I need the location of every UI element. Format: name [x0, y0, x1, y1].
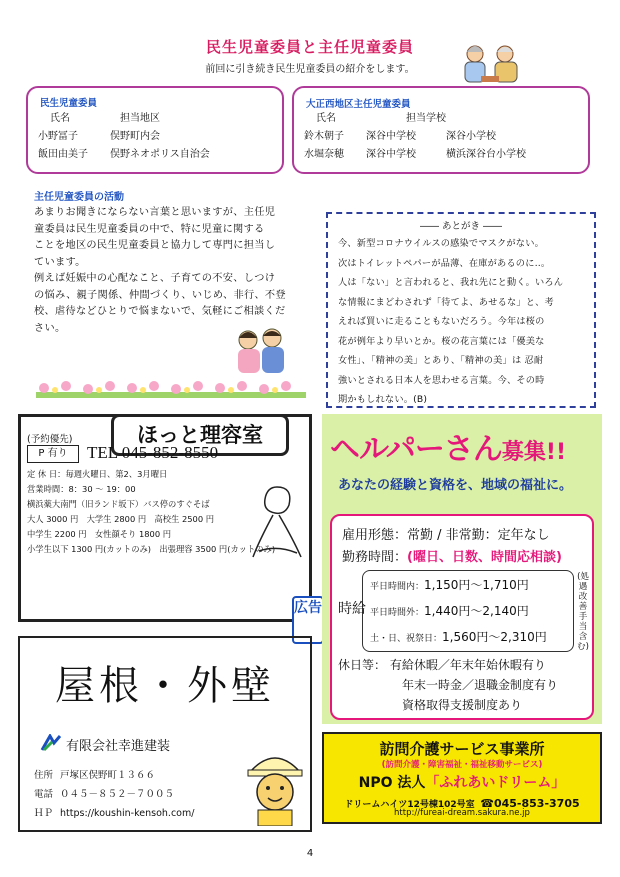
member-name: 水堀奈穂	[304, 149, 344, 160]
text-line: ことを地区の民生児童委員と協力して専門に担当し	[34, 240, 276, 251]
page-subtitle: 前回に引き続き民生児童委員の紹介をします。	[205, 64, 415, 75]
address-value: 戸塚区俣野町１３６６	[60, 770, 156, 781]
text-line: さい。	[34, 322, 66, 334]
support-text: 資格取得支援制度あり	[402, 698, 523, 712]
phone-label: 電話	[34, 789, 54, 800]
care-phone: ☎045-853-3705	[480, 797, 580, 810]
phone-row	[34, 785, 194, 804]
page-title: 民生児童委員と主任児童委員	[205, 38, 414, 56]
list-item	[38, 146, 210, 163]
shunin-col-name: 氏名	[316, 113, 336, 124]
holiday-value: 有給休暇／年末年始休暇有り	[389, 658, 546, 672]
afterword-box	[326, 212, 596, 408]
barber-name: ほっと理容室	[111, 414, 289, 456]
shunin-heading: 大正西地区主任児童委員	[306, 99, 411, 110]
barber-info	[27, 467, 275, 557]
member-name: 鈴木朝子	[304, 131, 344, 142]
pay-row	[370, 600, 529, 619]
member-school: 深谷中学校	[366, 131, 416, 142]
member-area: 俣野ネオポリス自治会	[110, 149, 210, 160]
text-line: 期かもしれない。(B)	[338, 394, 428, 405]
list-item	[304, 146, 526, 163]
info-line: 大人 3000 円 大学生 2800 円 高校生 2500 円	[27, 514, 215, 524]
care-title: 訪問介護サービス事業所	[379, 740, 545, 758]
employment-row	[342, 524, 550, 543]
website-label: ＨＰ	[34, 808, 54, 819]
holiday-label: 休日等：	[338, 658, 387, 672]
website-link[interactable]: https://koushin-kensoh.com/	[60, 808, 195, 819]
helper-ad	[322, 414, 602, 724]
list-item	[38, 128, 160, 145]
employment-label: 雇用形態：	[342, 528, 408, 543]
afterword-text	[338, 234, 592, 410]
care-subtitle: (訪問介護・障害福祉・福祉移動サービス)	[381, 760, 543, 770]
minsei-header-row	[50, 110, 160, 127]
text-line: 次はトイレットペパーが品薄、在庫があるのに‥。	[338, 257, 551, 269]
pay-row	[370, 574, 529, 593]
member-school: 深谷中学校	[366, 149, 416, 160]
company-logo-icon	[40, 734, 62, 752]
recruit-title: 募集!!	[501, 440, 566, 465]
text-line: 童委員は民生児童委員の中で、特に児童に関する	[34, 223, 265, 235]
member-school: 深谷小学校	[446, 131, 496, 142]
employment-value: 常勤 / 非常勤：定年なし	[407, 528, 550, 543]
family-illustration	[230, 326, 290, 376]
pay-row-label: 土・日、祝祭日：	[370, 634, 443, 644]
holiday-row	[338, 656, 546, 673]
flower-garland-decoration	[36, 378, 306, 400]
member-area: 俣野町内会	[110, 131, 160, 142]
helper-subtitle: あなたの経験と資格を、地域の福祉に。	[338, 478, 573, 493]
afterword-heading: ―― あとがき ――	[419, 221, 503, 232]
text-line: 校、虐待などひとりで悩まないで、気軽にご相談くだ	[34, 306, 286, 317]
info-line: 営業時間：8：30 ～ 19：00	[27, 484, 136, 494]
pay-label: 時給	[338, 601, 366, 617]
ad-badge: 広告	[292, 596, 324, 644]
text-line: ています。	[34, 256, 86, 268]
activity-text	[34, 205, 304, 337]
info-line: 定 休 日：毎週火曜日、第2、3月曜日	[27, 469, 168, 479]
hours-value: (曜日、日数、時間応相談)	[407, 550, 562, 565]
activity-heading: 主任児童委員の活動	[34, 192, 124, 203]
helper-title: ヘルパーさん	[330, 432, 502, 467]
address-row	[34, 766, 194, 785]
info-line: 横浜薬大南門（旧ランド坂下）バス停のすぐそば	[27, 499, 210, 509]
member-name: 小野冨子	[38, 131, 78, 142]
roof-title: 屋根・外壁	[55, 663, 275, 709]
shunin-col-school: 担当学校	[406, 113, 446, 124]
parking-badge: P 有り	[27, 445, 79, 463]
care-address: ドリームハイツ12号棟102号室	[344, 800, 475, 810]
member-school: 横浜深谷台小学校	[446, 149, 526, 160]
text-line: 女性」、「精神の美」とあり、「精神の美」は 忍耐	[338, 355, 544, 366]
helper-conditions	[330, 514, 594, 720]
info-line: 小学生以下 1300 円(カットのみ) 出張理容 3500 円(カットのみ)	[27, 544, 276, 554]
shunin-box	[292, 86, 590, 174]
address-label: 住所	[34, 770, 54, 781]
minsei-col-area: 担当地区	[120, 113, 160, 124]
minsei-heading: 民生児童委員	[40, 98, 98, 109]
page-number: 4	[306, 848, 314, 859]
text-line: えれば買いに走ることもないだろう。今年は桜の	[338, 316, 545, 327]
hours-row	[342, 546, 562, 565]
pay-row-label: 平日時間内：	[370, 582, 425, 592]
text-line: 強いとされる日本人を思わせる言葉。今、その時	[338, 374, 545, 386]
pay-note: (処遇改善手当含む)	[577, 572, 589, 652]
text-line: 人は「ない」と言われると、我れ先にと動く。いろん	[338, 277, 564, 288]
helper-title-row	[330, 424, 566, 468]
pay-row	[370, 626, 547, 645]
website-row	[34, 804, 194, 823]
barber-tel: TEL 045-852-8550	[87, 443, 219, 462]
worker-mascot-illustration	[244, 742, 306, 826]
minsei-col-name: 氏名	[50, 113, 70, 124]
company-name: 有限会社幸進建装	[66, 739, 171, 754]
list-item	[304, 128, 496, 145]
care-service-ad	[322, 732, 602, 824]
people-illustration	[455, 40, 525, 90]
pay-row-value: 1,150円～1,710円	[424, 578, 529, 592]
text-line: の悩み、親子関係、仲間づくり、いじめ、非行、不登	[34, 289, 286, 301]
pay-row-value: 1,440円～2,140円	[424, 604, 529, 618]
shunin-header-row	[316, 110, 446, 127]
company-contact	[34, 766, 194, 823]
npo-row	[324, 772, 600, 792]
npo-label: NPO 法人	[358, 775, 426, 791]
barber-lady-illustration	[249, 481, 305, 561]
minsei-box	[26, 86, 284, 174]
care-url[interactable]: http://fureai-dream.sakura.ne.jp	[394, 808, 530, 818]
text-line: な情報にまどわされず「待てよ、あせるな」と、考	[338, 296, 554, 308]
text-line: 花が例年より早いとか。桜の花言葉には「優美な	[338, 335, 545, 347]
bonus-text: 年末一時金／退職金制度有り	[402, 678, 559, 692]
text-line: 今、新型コロナウイルスの感染でマスクがない。	[338, 238, 544, 249]
roof-ad	[18, 636, 312, 832]
member-name: 飯田由美子	[38, 149, 88, 160]
pay-row-value: 1,560円～2,310円	[442, 630, 547, 644]
pay-row-label: 平日時間外：	[370, 608, 425, 618]
phone-value: ０４５－８５２－７００５	[60, 789, 175, 800]
info-line: 中学生 2200 円 女性顔そり 1800 円	[27, 529, 172, 539]
reserve-note: (予約優先)	[27, 434, 73, 445]
npo-name: 「ふれあいドリーム」	[425, 775, 566, 791]
hours-label: 勤務時間：	[342, 550, 408, 565]
barber-ad	[18, 414, 312, 622]
text-line: あまりお聞きにならない言葉と思いますが、主任児	[34, 207, 276, 218]
text-line: 例えば妊娠中の心配なこと、子育ての不安、しつけ	[34, 273, 276, 284]
